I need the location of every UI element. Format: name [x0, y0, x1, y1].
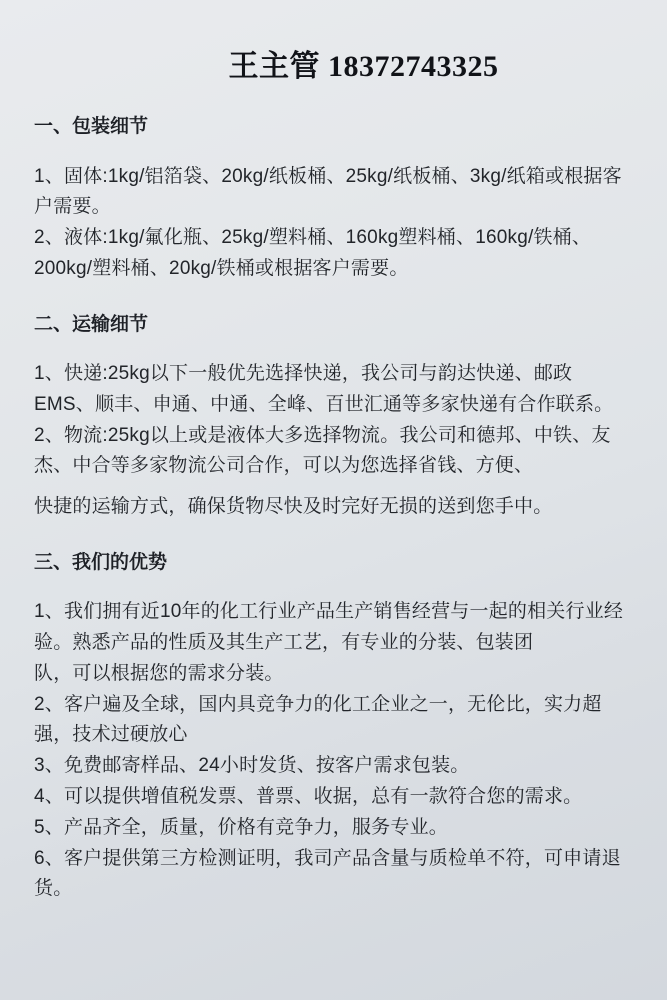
spacer — [34, 301, 633, 311]
shipping-item-1: 1、快递:25kg以下一般优先选择快递，我公司与韵达快递、邮政EMS、顺丰、申通、中通、全峰、百世汇通等多家快递有合作联系。 — [34, 363, 614, 415]
spacer — [34, 577, 633, 597]
spacer — [34, 539, 633, 549]
shipping-item-3: 快捷的运输方式，确保货物尽快及时完好无损的送到您手中。 — [34, 496, 553, 518]
advantage-item-2: 2、客户遍及全球，国内具竞争力的化工企业之一，无伦比，实力超强，技术过硬放心 — [34, 693, 602, 746]
packaging-item-1: 1、固体:1kg/铝箔袋、20kg/纸板桶、25kg/纸板桶、3kg/纸箱或根据客户需要。 — [34, 165, 622, 218]
advantage-item-1-cont: 队，可以根据您的需求分装。 — [34, 662, 284, 684]
advantage-item-3: 3、免费邮寄样品、24小时发货、按客户需求包装。 — [34, 755, 470, 777]
shipping-item-2: 2、物流:25kg以上或是液体大多选择物流。我公司和德邦、中铁、友杰、中合等多家物流公司合作，可以为您选择省钱、方便、 — [34, 424, 611, 477]
spacer — [34, 339, 633, 359]
section-shipping — [34, 301, 633, 523]
spacer — [34, 482, 633, 492]
spacer — [34, 142, 633, 162]
advantage-item-1: 1、我们拥有近10年的化工行业产品生产销售经营与一起的相关行业经验。熟悉产品的性质及其生产工艺，有专业的分装、包装团 — [34, 601, 624, 654]
section-title-advantages: 三、我们的优势 — [34, 551, 168, 573]
section-title-shipping: 二、运输细节 — [34, 313, 149, 335]
advantage-item-6: 6、客户提供第三方检测证明，我司产品含量与质检单不符，可申请退货。 — [34, 847, 621, 900]
section-title-packaging: 一、包装细节 — [34, 116, 149, 137]
contact-headline: 王主管 18372743325 — [228, 50, 499, 83]
advantage-item-5: 5、产品齐全，质量，价格有竞争力，服务专业。 — [34, 816, 448, 838]
packaging-item-2: 2、液体:1kg/氟化瓶、25kg/塑料桶、160kg塑料桶、160kg/铁桶、200kg/塑料桶、20kg/铁桶或根据客户需要。 — [34, 227, 592, 279]
section-packaging — [34, 113, 633, 285]
section-advantages — [34, 539, 633, 905]
advantage-item-4: 4、可以提供增值税发票、普票、收据，总有一款符合您的需求。 — [34, 785, 583, 807]
